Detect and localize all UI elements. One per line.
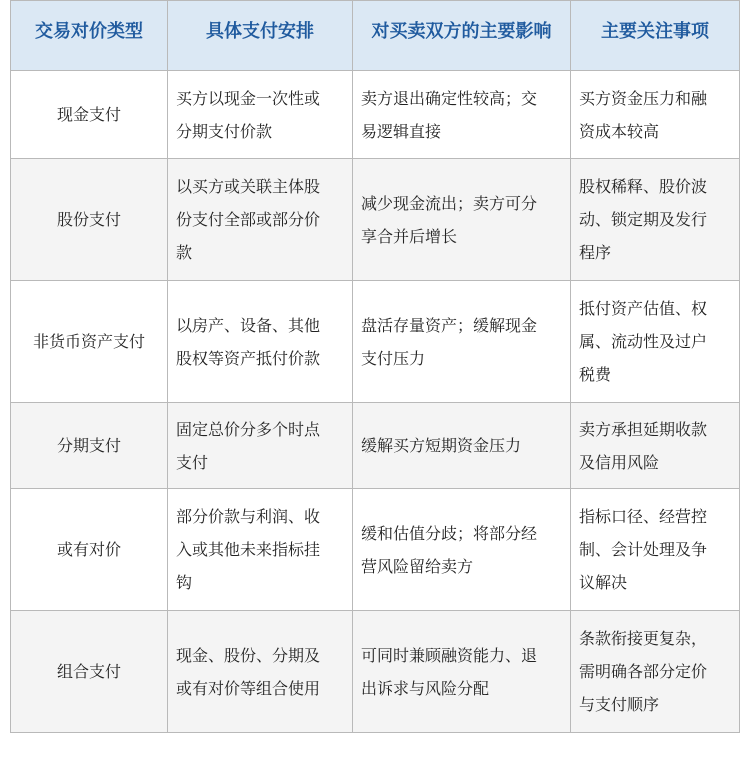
cell-line: 卖方退出确定性较高；交 — [361, 88, 538, 108]
cell-impact — [353, 611, 571, 733]
cell-type: 现金支付 — [11, 71, 168, 159]
cell-concerns — [571, 489, 740, 611]
cell-line: 减少现金流出；卖方可分 — [361, 193, 538, 213]
header-concerns: 主要关注事项 — [571, 1, 740, 71]
cell-line: 可同时兼顾融资能力、退 — [361, 645, 538, 665]
cell-arrangement — [168, 611, 353, 733]
cell-line: 条款衔接更复杂， — [579, 629, 708, 648]
cell-line: 程序 — [579, 243, 612, 262]
table-row — [11, 281, 740, 403]
cell-line: 现金、股份、分期及 — [176, 645, 321, 665]
cell-concerns — [571, 159, 740, 281]
consideration-table — [10, 0, 740, 733]
cell-line: 股权等资产抵付价款 — [176, 348, 321, 368]
cell-line: 盘活存量资产；缓解现金 — [361, 315, 538, 335]
cell-line: 及信用风险 — [579, 452, 660, 472]
cell-arrangement — [168, 281, 353, 403]
header-type: 交易对价类型 — [11, 1, 168, 71]
cell-line: 分期支付价款 — [176, 121, 273, 141]
cell-line: 税费 — [579, 365, 612, 384]
cell-impact — [353, 71, 571, 159]
table-row — [11, 159, 740, 281]
cell-concerns — [571, 403, 740, 489]
cell-line: 或有对价等组合使用 — [176, 678, 321, 698]
header-arrangement: 具体支付安排 — [168, 1, 353, 71]
cell-line: 属、流动性及过户 — [579, 332, 708, 351]
cell-type: 或有对价 — [11, 489, 168, 611]
cell-type: 股份支付 — [11, 159, 168, 281]
table-row — [11, 611, 740, 733]
cell-line: 缓解买方短期资金压力 — [361, 436, 522, 455]
cell-line: 固定总价分多个时点 — [176, 419, 321, 439]
cell-line: 与支付顺序 — [579, 695, 660, 714]
cell-line: 卖方承担延期收款 — [579, 419, 708, 439]
cell-line: 出诉求与风险分配 — [361, 678, 490, 698]
cell-type: 组合支付 — [11, 611, 168, 733]
cell-concerns — [571, 281, 740, 403]
cell-line: 支付 — [176, 452, 209, 472]
cell-arrangement — [168, 403, 353, 489]
cell-type: 非货币资产支付 — [11, 281, 168, 403]
cell-type: 分期支付 — [11, 403, 168, 489]
cell-line: 营风险留给卖方 — [361, 556, 474, 576]
cell-line: 享合并后增长 — [361, 226, 458, 246]
cell-line: 股权稀释、股价波 — [579, 177, 708, 196]
cell-line: 部分价款与利润、收 — [176, 507, 321, 526]
cell-line: 入或其他未来指标挂 — [176, 540, 321, 559]
cell-line: 以房产、设备、其他 — [176, 315, 321, 335]
cell-impact — [353, 489, 571, 611]
cell-line: 买方以现金一次性或 — [176, 88, 321, 108]
cell-line: 需明确各部分定价 — [579, 662, 708, 681]
header-row — [11, 1, 740, 71]
cell-line: 指标口径、经营控 — [579, 507, 708, 526]
cell-line: 以买方或关联主体股 — [176, 177, 321, 196]
cell-line: 易逻辑直接 — [361, 121, 442, 141]
cell-line: 支付压力 — [361, 348, 426, 368]
cell-impact — [353, 159, 571, 281]
cell-concerns — [571, 71, 740, 159]
cell-line: 制、会计处理及争 — [579, 540, 708, 559]
cell-arrangement — [168, 159, 353, 281]
cell-arrangement — [168, 71, 353, 159]
cell-line: 动、锁定期及发行 — [579, 210, 708, 229]
cell-arrangement — [168, 489, 353, 611]
cell-line: 议解决 — [579, 573, 628, 592]
table-row — [11, 489, 740, 611]
cell-line: 抵付资产估值、权 — [579, 299, 708, 318]
cell-line: 款 — [176, 243, 193, 262]
cell-line: 缓和估值分歧；将部分经 — [361, 523, 538, 543]
cell-line: 买方资金压力和融 — [579, 88, 708, 108]
cell-impact — [353, 403, 571, 489]
cell-line: 资成本较高 — [579, 121, 660, 141]
table-row — [11, 71, 740, 159]
table-row — [11, 403, 740, 489]
cell-line: 份支付全部或部分价 — [176, 210, 321, 229]
cell-line: 钩 — [176, 573, 193, 592]
header-impact: 对买卖双方的主要影响 — [353, 1, 571, 71]
cell-impact — [353, 281, 571, 403]
cell-concerns — [571, 611, 740, 733]
